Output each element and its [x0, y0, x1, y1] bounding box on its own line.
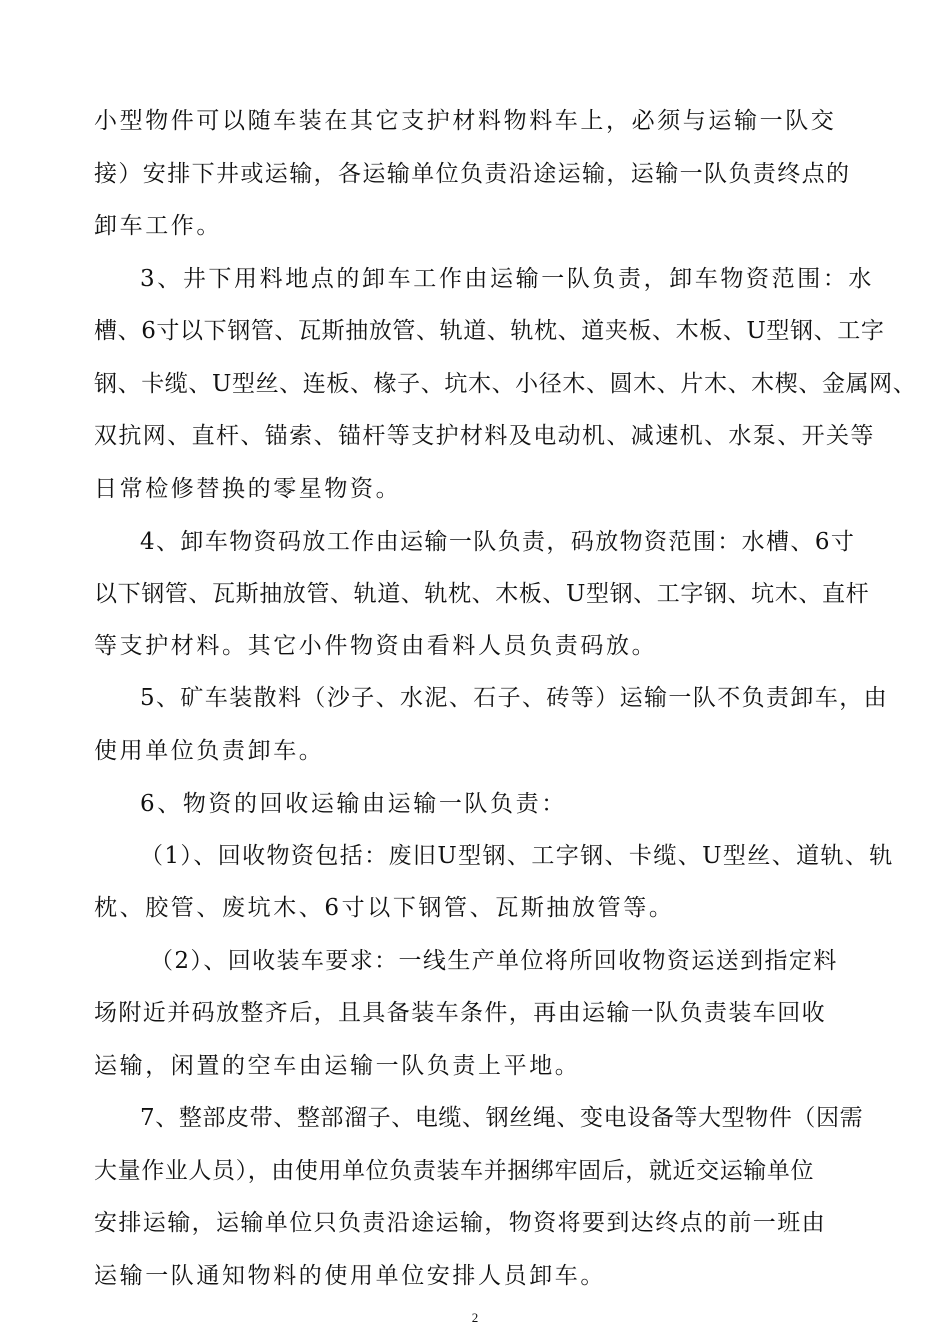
text-line: 场附近并码放整齐后，且具备装车条件，再由运输一队负责装车回收 — [94, 1000, 826, 1026]
text-line: 槽、6寸以下钢管、瓦斯抽放管、轨道、轨枕、道夹板、木板、U型钢、工字 — [94, 318, 885, 344]
text-line: 以下钢管、瓦斯抽放管、轨道、轨枕、木板、U型钢、工字钢、坑木、直杆 — [94, 581, 870, 607]
text-line: 运输一队通知物料的使用单位安排人员卸车。 — [94, 1263, 606, 1289]
text-line: 大量作业人员），由使用单位负责装车并捆绑牢固后，就近交运输单位 — [94, 1158, 815, 1184]
text-line: （1）、回收物资包括：废旧U型钢、工字钢、卡缆、U型丝、道轨、轨 — [140, 843, 894, 869]
text-line: 4、卸车物资码放工作由运输一队负责，码放物资范围：水槽、6寸 — [140, 529, 856, 555]
page-number: 2 — [471, 1310, 479, 1325]
text-line: 等支护材料。其它小件物资由看料人员负责码放。 — [94, 633, 658, 659]
text-line: 枕、胶管、废坑木、6寸以下钢管、瓦斯抽放管等。 — [94, 895, 675, 921]
text-line: 3、井下用料地点的卸车工作由运输一队负责，卸车物资范围：水 — [140, 266, 875, 292]
text-line: 小型物件可以随车装在其它支护材料物料车上，必须与运输一队交 — [94, 108, 837, 134]
text-line: 安排运输，运输单位只负责沿途运输，物资将要到达终点的前一班由 — [94, 1210, 826, 1236]
text-line: 6、物资的回收运输由运输一队负责： — [140, 791, 567, 817]
text-line: 7、整部皮带、整部溜子、电缆、钢丝绳、变电设备等大型物件（因需 — [140, 1105, 864, 1131]
text-line: 卸车工作。 — [94, 213, 222, 239]
text-line: 5、矿车装散料（沙子、水泥、石子、砖等）运输一队不负责卸车，由 — [140, 685, 889, 711]
text-line: （2）、回收装车要求：一线生产单位将所回收物资运送到指定料 — [150, 948, 838, 974]
text-line: 钢、卡缆、U型丝、连板、椽子、坑木、小径木、圆木、片木、木楔、金属网、 — [94, 371, 917, 397]
text-line: 接）安排下井或运输，各运输单位负责沿途运输，运输一队负责终点的 — [94, 161, 851, 187]
text-line: 使用单位负责卸车。 — [94, 738, 325, 764]
text-line: 运输，闲置的空车由运输一队负责上平地。 — [94, 1053, 581, 1079]
text-line: 日常检修替换的零星物资。 — [94, 476, 402, 502]
text-line: 双抗网、直杆、锚索、锚杆等支护材料及电动机、减速机、水泵、开关等 — [94, 423, 875, 449]
